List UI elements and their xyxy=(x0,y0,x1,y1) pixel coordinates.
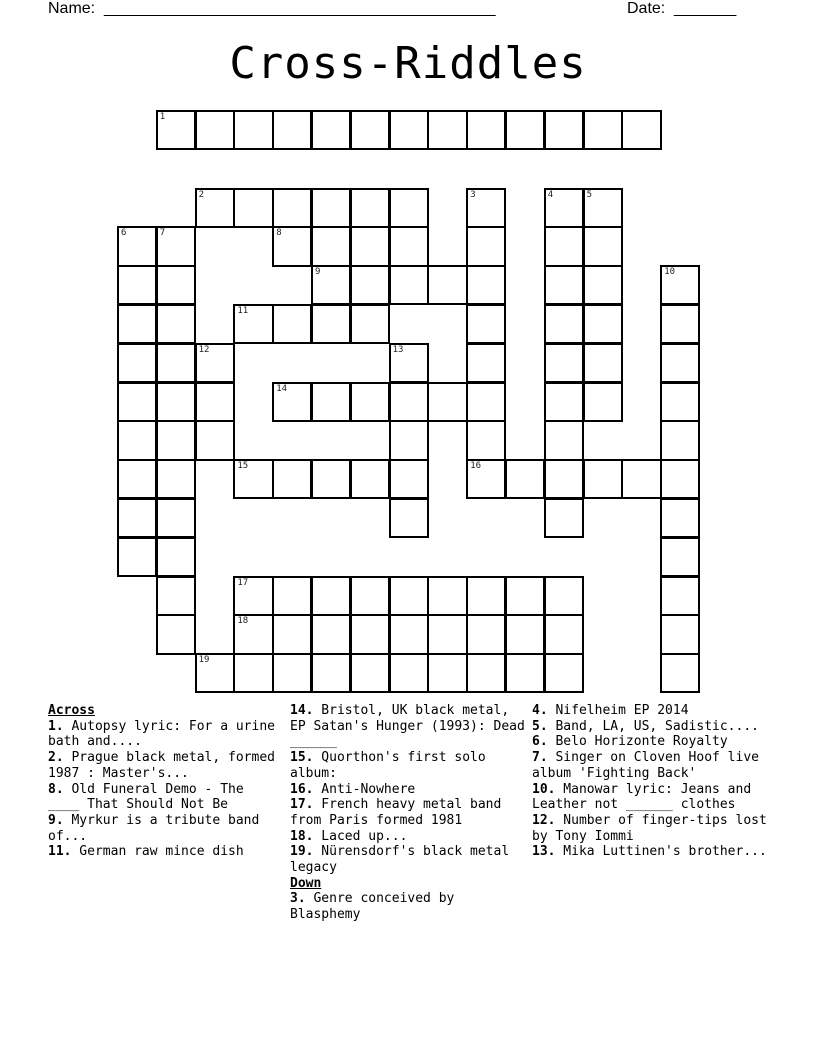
date-label: Date: xyxy=(627,0,666,17)
grid-cell[interactable] xyxy=(195,343,235,383)
grid-cell[interactable] xyxy=(505,576,545,616)
clue-text: Autopsy lyric: For a urine bath and.... xyxy=(48,718,275,750)
clue-number: 16 xyxy=(470,461,482,472)
grid-cell[interactable] xyxy=(505,653,545,693)
clue xyxy=(48,844,280,860)
grid-cell[interactable] xyxy=(466,614,506,654)
grid-cell[interactable] xyxy=(117,459,157,499)
clue xyxy=(290,782,526,798)
clue-number: 15 xyxy=(237,461,249,472)
grid-cell[interactable] xyxy=(660,614,700,654)
grid-cell[interactable] xyxy=(195,420,235,460)
grid-cell[interactable] xyxy=(156,459,196,499)
grid-cell[interactable] xyxy=(195,653,235,693)
clue-text: Band, LA, US, Sadistic.... xyxy=(547,718,759,734)
clue xyxy=(48,719,280,750)
grid-cell[interactable] xyxy=(389,498,429,538)
clue-label: 1. xyxy=(48,718,64,734)
grid-cell[interactable] xyxy=(156,304,196,344)
clue-label: 13. xyxy=(532,844,556,860)
grid-cell[interactable] xyxy=(583,343,623,383)
clue-number: 3 xyxy=(470,189,476,200)
clue-number: 8 xyxy=(276,228,282,239)
clue-text: Singer on Cloven Hoof live album 'Fighting Back' xyxy=(532,750,759,781)
clue xyxy=(532,734,768,750)
grid-cell[interactable] xyxy=(350,614,390,654)
grid-cell[interactable] xyxy=(583,459,623,499)
grid-cell[interactable] xyxy=(350,459,390,499)
grid-cell[interactable] xyxy=(350,110,390,150)
grid-cell[interactable] xyxy=(350,382,390,422)
clue-label: 12. xyxy=(532,812,556,828)
clue-label: 3. xyxy=(290,891,306,907)
grid-cell[interactable] xyxy=(466,265,506,305)
grid-cell[interactable] xyxy=(544,226,584,266)
grid-cell[interactable] xyxy=(311,576,351,616)
across-heading: Across xyxy=(48,703,95,718)
grid-cell[interactable] xyxy=(660,304,700,344)
clue-number: 18 xyxy=(237,616,249,627)
grid-cell[interactable] xyxy=(272,382,312,422)
grid-cell[interactable] xyxy=(544,110,584,150)
clue xyxy=(532,782,768,813)
grid-cell[interactable] xyxy=(233,576,273,616)
clue-text: German raw mince dish xyxy=(71,844,244,860)
clue-label: 8. xyxy=(48,781,64,797)
grid-cell[interactable] xyxy=(660,265,700,305)
grid-cell[interactable] xyxy=(233,304,273,344)
grid-cell[interactable] xyxy=(350,653,390,693)
grid-cell[interactable] xyxy=(505,459,545,499)
grid-cell[interactable] xyxy=(466,304,506,344)
grid-cell[interactable] xyxy=(233,653,273,693)
clue-text: Manowar lyric: Jeans and Leather not ______ clothes xyxy=(532,781,752,813)
grid-cell[interactable] xyxy=(583,110,623,150)
clue xyxy=(290,891,526,922)
grid-cell[interactable] xyxy=(466,188,506,228)
clue xyxy=(532,750,768,781)
clue-label: 6. xyxy=(532,734,548,750)
grid-cell[interactable] xyxy=(427,576,467,616)
clue-text: Old Funeral Demo - The ____ That Should Not Be xyxy=(48,781,244,813)
grid-cell[interactable] xyxy=(544,459,584,499)
name-field[interactable]: ____________________________________________ xyxy=(104,0,496,17)
down-heading: Down xyxy=(290,875,322,891)
clue-text: Belo Horizonte Royalty xyxy=(547,734,728,750)
clues-column-2 xyxy=(290,703,526,923)
grid-cell[interactable] xyxy=(350,226,390,266)
grid-cell[interactable] xyxy=(350,304,390,344)
grid-cell[interactable] xyxy=(505,614,545,654)
grid-cell[interactable] xyxy=(117,265,157,305)
grid-cell[interactable] xyxy=(156,110,196,150)
grid-cell[interactable] xyxy=(195,382,235,422)
grid-cell[interactable] xyxy=(195,110,235,150)
grid-cell[interactable] xyxy=(389,226,429,266)
grid-cell[interactable] xyxy=(156,382,196,422)
clue xyxy=(532,844,768,860)
grid-cell[interactable] xyxy=(660,653,700,693)
clue-text: Mika Luttinen's brother... xyxy=(555,844,767,860)
clue xyxy=(532,719,768,735)
clue-number: 2 xyxy=(198,189,205,200)
grid-cell[interactable] xyxy=(660,343,700,383)
grid-cell[interactable] xyxy=(583,382,623,422)
clue xyxy=(290,844,526,875)
grid-cell[interactable] xyxy=(117,537,157,577)
grid-cell[interactable] xyxy=(272,459,312,499)
grid-cell[interactable] xyxy=(156,420,196,460)
clue xyxy=(532,703,768,719)
clue-label: 7. xyxy=(532,750,548,766)
grid-cell[interactable] xyxy=(156,614,196,654)
grid-cell[interactable] xyxy=(621,110,661,150)
grid-cell[interactable] xyxy=(389,576,429,616)
clue-label: 15. xyxy=(290,750,314,766)
grid-cell[interactable] xyxy=(311,110,351,150)
clue-label: 19. xyxy=(290,844,314,860)
grid-cell[interactable] xyxy=(583,188,623,228)
grid-cell[interactable] xyxy=(233,110,273,150)
grid-cell[interactable] xyxy=(583,304,623,344)
grid-cell[interactable] xyxy=(195,188,235,228)
grid-cell[interactable] xyxy=(156,576,196,616)
grid-cell[interactable] xyxy=(311,614,351,654)
clue-label: 2. xyxy=(48,750,64,766)
grid-cell[interactable] xyxy=(466,110,506,150)
grid-cell[interactable] xyxy=(117,343,157,383)
page-title: Cross-Riddles xyxy=(229,38,587,89)
grid-cell[interactable] xyxy=(544,653,584,693)
grid-cell[interactable] xyxy=(466,459,506,499)
grid-cell[interactable] xyxy=(156,265,196,305)
grid-cell[interactable] xyxy=(156,537,196,577)
clue-label: 9. xyxy=(48,812,64,828)
clue-label: 14. xyxy=(290,703,314,718)
grid-cell[interactable] xyxy=(544,614,584,654)
grid-cell[interactable] xyxy=(117,304,157,344)
grid-cell[interactable] xyxy=(544,498,584,538)
grid-cell[interactable] xyxy=(311,382,351,422)
clue-number: 19 xyxy=(198,655,210,666)
clue-label: 5. xyxy=(532,718,548,734)
grid-cell[interactable] xyxy=(544,188,584,228)
grid-cell[interactable] xyxy=(466,226,506,266)
clue-label: 17. xyxy=(290,797,314,813)
grid-cell[interactable] xyxy=(544,265,584,305)
clue-text: Anti-Nowhere xyxy=(313,781,416,797)
grid-cell[interactable] xyxy=(544,382,584,422)
grid-cell[interactable] xyxy=(389,653,429,693)
grid-cell[interactable] xyxy=(272,653,312,693)
clue xyxy=(48,750,280,781)
clue-number: 13 xyxy=(392,344,404,355)
grid-cell[interactable] xyxy=(427,653,467,693)
clue-number: 11 xyxy=(237,306,249,316)
grid-cell[interactable] xyxy=(233,459,273,499)
clue-text: French heavy metal band from Paris formed 1981 xyxy=(290,797,502,828)
grid-cell[interactable] xyxy=(156,343,196,383)
grid-cell[interactable] xyxy=(350,576,390,616)
grid-cell[interactable] xyxy=(466,653,506,693)
clues-column-3 xyxy=(532,703,768,860)
grid-cell[interactable] xyxy=(660,459,700,499)
clue xyxy=(48,782,280,813)
grid-cell[interactable] xyxy=(389,459,429,499)
grid-cell[interactable] xyxy=(583,226,623,266)
grid-cell[interactable] xyxy=(427,110,467,150)
grid-cell[interactable] xyxy=(389,265,429,305)
clue-number: 12 xyxy=(198,344,210,355)
clue-text: Bristol, UK black metal, EP Satan's Hunger (1993): Dead ______ xyxy=(290,703,525,750)
clue-number: 17 xyxy=(237,577,249,588)
clues-column-1 xyxy=(48,703,280,860)
grid-cell[interactable] xyxy=(427,382,467,422)
grid-cell[interactable] xyxy=(660,382,700,422)
grid-cell[interactable] xyxy=(311,304,351,344)
grid-cell[interactable] xyxy=(544,576,584,616)
grid-cell[interactable] xyxy=(621,459,661,499)
grid-cell[interactable] xyxy=(311,459,351,499)
clue-label: 10. xyxy=(532,781,556,797)
grid-cell[interactable] xyxy=(272,614,312,654)
clue-label: 4. xyxy=(532,703,548,718)
grid-cell[interactable] xyxy=(272,110,312,150)
grid-cell[interactable] xyxy=(389,110,429,150)
grid-cell[interactable] xyxy=(311,188,351,228)
grid-cell[interactable] xyxy=(660,498,700,538)
clue xyxy=(48,813,280,844)
grid-cell[interactable] xyxy=(389,382,429,422)
grid-cell[interactable] xyxy=(350,188,390,228)
clue-text: Number of finger-tips lost by Tony Iommi xyxy=(532,812,767,844)
clue-text: Quorthon's first solo album: xyxy=(290,750,486,781)
grid-cell[interactable] xyxy=(427,265,467,305)
grid-cell[interactable] xyxy=(311,226,351,266)
date-field[interactable]: _______ xyxy=(674,0,737,17)
grid-cell[interactable] xyxy=(156,498,196,538)
grid-cell[interactable] xyxy=(505,110,545,150)
grid-cell[interactable] xyxy=(117,420,157,460)
clue xyxy=(290,750,526,781)
clue-label: 11. xyxy=(48,844,72,860)
clue xyxy=(290,829,526,845)
grid-cell[interactable] xyxy=(389,420,429,460)
grid-cell[interactable] xyxy=(311,653,351,693)
grid-cell[interactable] xyxy=(233,188,273,228)
grid-cell[interactable] xyxy=(389,343,429,383)
grid-cell[interactable] xyxy=(466,420,506,460)
grid-cell[interactable] xyxy=(272,576,312,616)
grid-cell[interactable] xyxy=(466,382,506,422)
grid-cell[interactable] xyxy=(660,537,700,577)
grid-cell[interactable] xyxy=(427,614,467,654)
clue-text: Nifelheim EP 2014 xyxy=(547,703,689,718)
grid-cell[interactable] xyxy=(272,226,312,266)
grid-cell[interactable] xyxy=(583,265,623,305)
clue-number: 6 xyxy=(121,228,127,239)
name-label: Name: xyxy=(48,0,96,17)
clue-number: 10 xyxy=(664,267,676,278)
grid-cell[interactable] xyxy=(544,304,584,344)
clue-text: Prague black metal, formed 1987 : Master's... xyxy=(48,750,275,781)
clue-number: 9 xyxy=(315,267,321,278)
clue-number: 4 xyxy=(547,189,554,200)
grid-cell[interactable] xyxy=(272,304,312,344)
clue xyxy=(290,797,526,828)
grid-cell[interactable] xyxy=(660,420,700,460)
grid-cell[interactable] xyxy=(117,226,157,266)
clue-text: Laced up... xyxy=(313,828,408,844)
grid-cell[interactable] xyxy=(350,265,390,305)
grid-cell[interactable] xyxy=(233,614,273,654)
grid-cell[interactable] xyxy=(466,576,506,616)
grid-cell[interactable] xyxy=(272,188,312,228)
clue xyxy=(532,813,768,844)
clue-number: 5 xyxy=(586,189,593,200)
clue xyxy=(290,703,526,750)
grid-cell[interactable] xyxy=(117,498,157,538)
grid-cell[interactable] xyxy=(156,226,196,266)
grid-cell[interactable] xyxy=(466,343,506,383)
clue-text: Genre conceived by Blasphemy xyxy=(290,891,455,923)
grid-cell[interactable] xyxy=(389,188,429,228)
clue-number: 7 xyxy=(159,228,166,239)
grid-cell[interactable] xyxy=(311,265,351,305)
grid-cell[interactable] xyxy=(660,576,700,616)
clue-text: Nürensdorf's black metal legacy xyxy=(290,844,510,876)
clue-number: 1 xyxy=(159,112,166,122)
clue-label: 16. xyxy=(290,781,314,797)
grid-cell[interactable] xyxy=(117,382,157,422)
grid-cell[interactable] xyxy=(389,614,429,654)
grid-cell[interactable] xyxy=(544,343,584,383)
clue-label: 18. xyxy=(290,828,314,844)
clue-text: Myrkur is a tribute band of... xyxy=(48,812,260,844)
grid-cell[interactable] xyxy=(544,420,584,460)
clue-number: 14 xyxy=(276,383,288,394)
